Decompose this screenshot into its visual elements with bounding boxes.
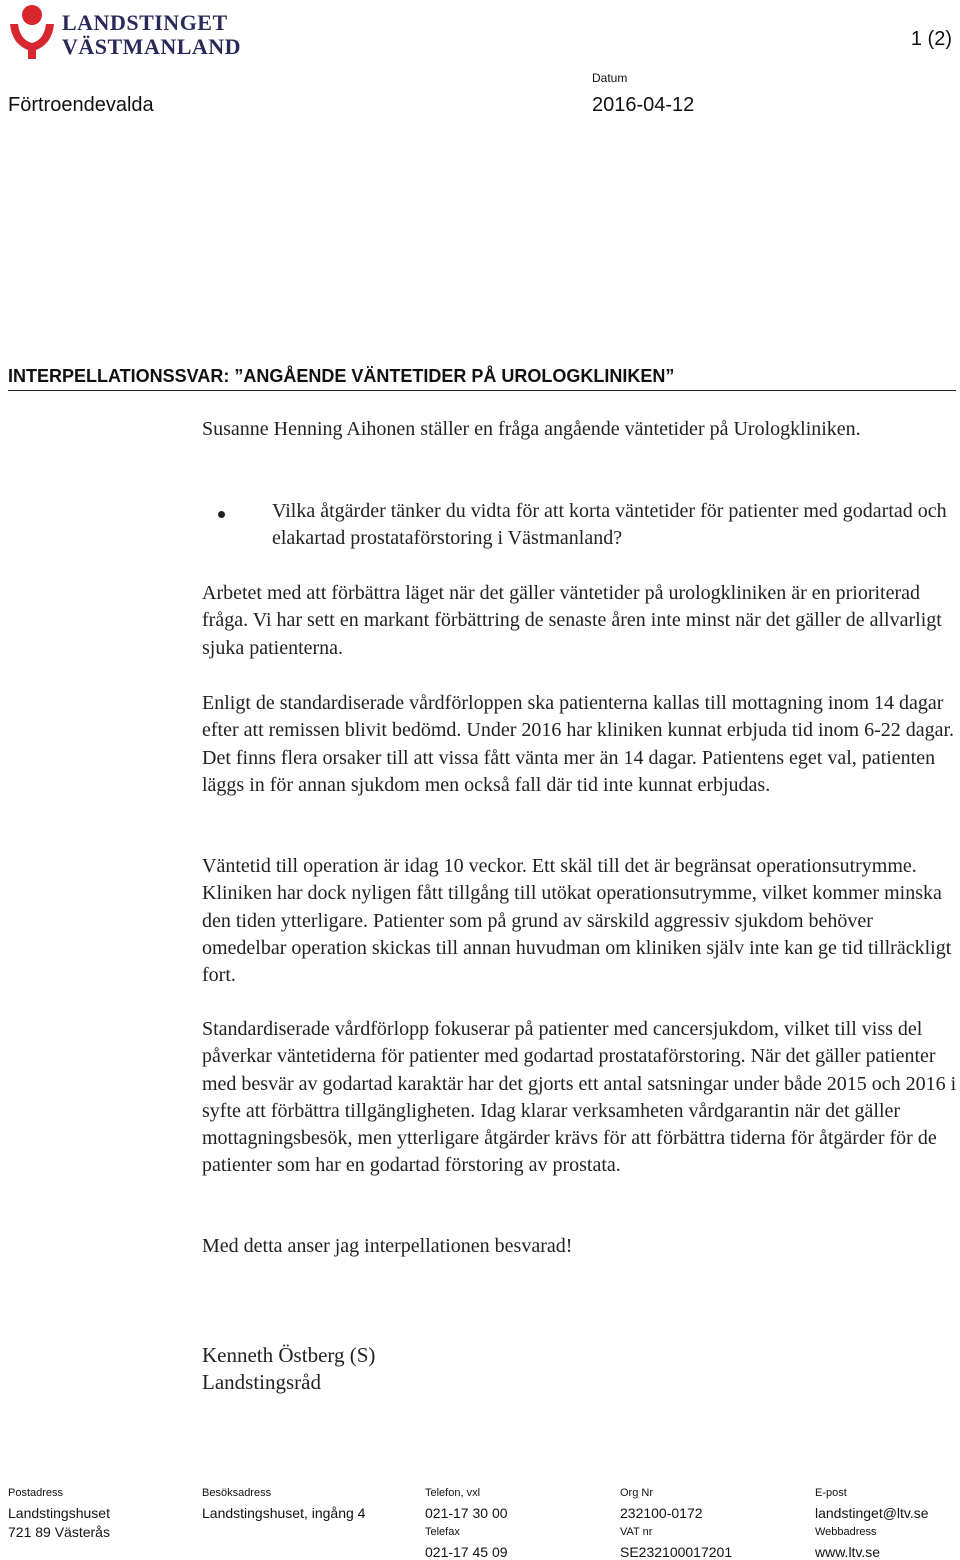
footer-email-label: E-post (815, 1487, 847, 1499)
bullet-icon (218, 511, 225, 518)
footer-fax-value: 021-17 45 09 (425, 1544, 508, 1560)
bullet-question: Vilka åtgärder tänker du vidta för att korta väntetider för patienter med godartad och elakartad prostataförstoring i Västmanland? (272, 500, 947, 550)
department-label: Förtroendevalda (8, 94, 154, 116)
page-number: 1 (2) (910, 28, 952, 50)
footer-phone-value: 021-17 30 00 (425, 1505, 508, 1521)
paragraph-text: Väntetid till operation är idag 10 veckor. Ett skäl till det är begränsat operationsutrymme. Kliniken har dock nyligen fått tillgång till utökat operationsutrymme, vilket kommer minska den tiden ytterligare. Patienter som på grund av särskild aggressiv sjukdom behöver omedelbar operation skickas till annan huvudman om kliniken själv inte kan ge tid tillräckligt fort. (202, 855, 952, 987)
paragraph-text: Enligt de standardiserade vårdförloppen ska patienterna kallas till mottagning inom 14 dagar efter att remissen blivit bedömd. Under 2016 har kliniken kunnat erbjuda tid inom 6-22 dagar. Det finns flera orsaker till att vissa fått vänta mer än 14 dagar. Patientens eget val, patienten läggs in för annan sjukdom men också fall där tid inte kunnat erbjudas. (202, 692, 955, 796)
body-paragraph-3 (202, 853, 957, 989)
body-paragraph-1 (202, 580, 957, 662)
footer-org-value: 232100-0172 (620, 1505, 703, 1521)
logo-mark-icon (6, 4, 58, 60)
signature-role: Landstingsråd (202, 1370, 321, 1394)
intro-paragraph (202, 416, 957, 443)
paragraph-text: Standardiserade vårdförlopp fokuserar på patienter med cancersjukdom, vilket till viss del påverkar väntetiderna för patienter med godartad prostataförstoring. När det gäller patienter med besvär av godartad karaktär har det gjorts ett antal satsningar under både 2015 och 2016 i syfte att förbättra tillgängligheten. Idag klarar verksamheten vårdgarantin när det gäller mottagningsbesök, men ytterligare åtgärder krävs för att förbättra tiderna för åtgärder för de patienter som har en godartad förstoring av prostata. (202, 1018, 957, 1177)
footer-vat-label: VAT nr (620, 1526, 653, 1538)
closing-paragraph (202, 1233, 957, 1260)
intro-text: Susanne Henning Aihonen ställer en fråga angående väntetider på Urologkliniken. (202, 418, 861, 440)
footer-postal-line1: Landstingshuset (8, 1505, 110, 1521)
signature-name: Kenneth Östberg (S) (202, 1343, 376, 1367)
footer-org-label: Org Nr (620, 1487, 653, 1499)
organization-logo (6, 4, 242, 60)
footer-phone-label: Telefon, vxl (425, 1487, 481, 1499)
footer-postal-label: Postadress (8, 1487, 64, 1499)
footer-web-label: Webbadress (815, 1526, 877, 1538)
footer-visit-label: Besöksadress (202, 1487, 272, 1499)
title-divider (8, 390, 956, 391)
footer-postal-line2: 721 89 Västerås (8, 1524, 110, 1540)
logo-text-line2: VÄSTMANLAND (62, 34, 242, 59)
footer-vat-value: SE232100017201 (620, 1544, 733, 1560)
body-paragraph-4 (202, 1016, 957, 1180)
footer-visit-value: Landstingshuset, ingång 4 (202, 1505, 366, 1521)
paragraph-text: Med detta anser jag interpellationen besvarad! (202, 1235, 573, 1257)
paragraph-text: Arbetet med att förbättra läget när det gäller väntetider på urologkliniken är en prioriterad fråga. Vi har sett en markant förbättring de senaste åren inte minst när det gäller de allvarligt sjuka patienterna. (202, 582, 942, 659)
logo-text-line1: LANDSTINGET (62, 10, 228, 35)
footer-web-link[interactable]: www.ltv.se (815, 1544, 881, 1560)
footer-email-link[interactable]: landstinget@ltv.se (815, 1505, 929, 1521)
document-title: INTERPELLATIONSSVAR: ”ANGÅENDE VÄNTETIDER PÅ UROLOGKLINIKEN” (8, 366, 675, 386)
date-label: Datum (592, 71, 628, 85)
date-value: 2016-04-12 (592, 94, 695, 116)
body-paragraph-2 (202, 690, 957, 799)
footer-fax-label: Telefax (425, 1526, 460, 1538)
